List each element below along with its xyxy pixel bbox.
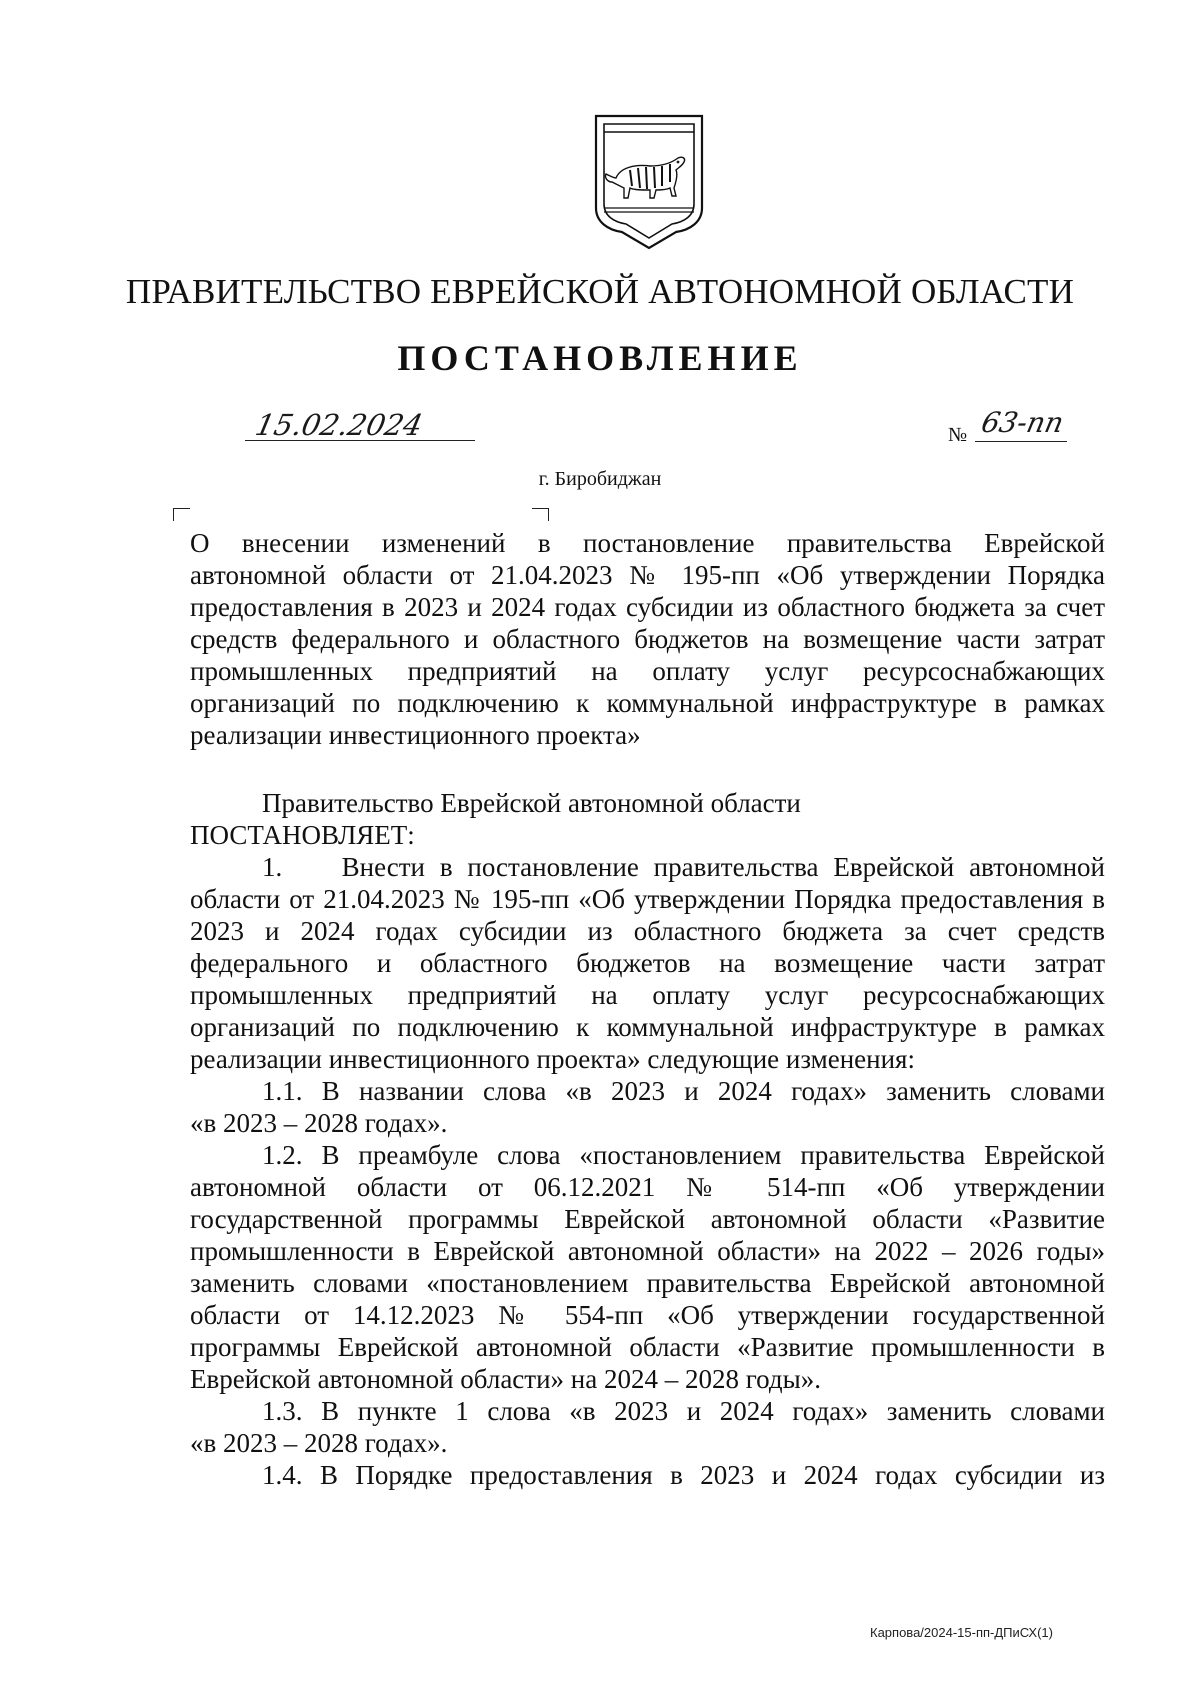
- tiger-icon: [605, 157, 684, 198]
- item-1-2-line: государственной программы Еврейской автономной области «Развитие: [190, 1204, 1105, 1234]
- title-line: О внесении изменений в постановление правительства Еврейской: [190, 528, 1105, 558]
- government-name: ПРАВИТЕЛЬСТВО ЕВРЕЙСКОЙ АВТОНОМНОЙ ОБЛАСТИ: [125, 272, 1075, 311]
- title-line: промышленных предприятий на оплату услуг ресурсоснабжающих: [190, 656, 1105, 686]
- title-line: средств федерального и областного бюджетов на возмещение части затрат: [190, 624, 1105, 654]
- coat-of-arms-emblem: [590, 112, 708, 250]
- item-1-line: промышленных предприятий на оплату услуг ресурсоснабжающих: [190, 980, 1105, 1010]
- title-line: реализации инвестиционного проекта»: [190, 720, 641, 750]
- item-1-2-line: автономной области от 06.12.2021 № 514-пп «Об утверждении: [190, 1172, 1105, 1202]
- item-1-2-line: промышленности в Еврейской автономной области» на 2022 – 2026 годы»: [190, 1236, 1105, 1266]
- preamble-line: Правительство Еврейской автономной области: [262, 788, 801, 818]
- item-1-2-line: Еврейской автономной области» на 2024 – 2028 годы».: [190, 1364, 821, 1394]
- item-1-line: области от 21.04.2023 № 195-пп «Об утверждении Порядка предоставления в: [190, 884, 1105, 914]
- handwritten-date: 15.02.2024: [252, 408, 426, 442]
- title-line: организаций по подключению к коммунальной инфраструктуре в рамках: [190, 688, 1105, 718]
- item-1-line: реализации инвестиционного проекта» следующие изменения:: [190, 1044, 915, 1074]
- number-underline: [975, 441, 1067, 442]
- item-1-2-line: программы Еврейской автономной области «Развитие промышленности в: [190, 1332, 1105, 1362]
- item-1-3-line: «в 2023 – 2028 годах».: [190, 1428, 448, 1458]
- document-type-title: ПОСТАНОВЛЕНИЕ: [397, 338, 803, 378]
- item-1-1-line: 1.1. В названии слова «в 2023 и 2024 годах» заменить словами: [262, 1076, 1105, 1106]
- item-1-line: федерального и областного бюджетов на возмещение части затрат: [190, 948, 1105, 978]
- resolves-keyword: ПОСТАНОВЛЯЕТ:: [190, 820, 415, 850]
- item-1-line: 2023 и 2024 годах субсидии из областного бюджета за счет средств: [190, 916, 1105, 946]
- title-line: автономной области от 21.04.2023 № 195-пп «Об утверждении Порядка: [190, 560, 1105, 590]
- item-1-2-line: области от 14.12.2023 № 554-пп «Об утверждении государственной: [190, 1300, 1105, 1330]
- title-corner-right: [532, 508, 549, 521]
- title-line: предоставления в 2023 и 2024 годах субсидии из областного бюджета за счет: [190, 592, 1105, 622]
- handwritten-number: 63-пп: [978, 406, 1067, 439]
- item-1-2-line: заменить словами «постановлением правительства Еврейской автономной: [190, 1268, 1105, 1298]
- item-1-line: организаций по подключению к коммунальной инфраструктуре в рамках: [190, 1012, 1105, 1042]
- title-corner-left: [173, 508, 190, 521]
- item-1-line: 1. Внести в постановление правительства Еврейской автономной: [262, 852, 1105, 882]
- document-title: [190, 527, 1105, 751]
- date-underline: [245, 440, 475, 441]
- city-name: г. Биробиджан: [538, 468, 662, 490]
- item-1-1-line: «в 2023 – 2028 годах».: [190, 1108, 448, 1138]
- document-footer-code: Карпова/2024-15-пп-ДПиСХ(1): [870, 1625, 1053, 1640]
- document-body: [190, 787, 1105, 1491]
- item-1-3-line: 1.3. В пункте 1 слова «в 2023 и 2024 годах» заменить словами: [262, 1396, 1105, 1426]
- item-1-4-line: 1.4. В Порядке предоставления в 2023 и 2024 годах субсидии из: [262, 1460, 1105, 1490]
- number-sign: №: [948, 424, 968, 446]
- item-1-2-line: 1.2. В преамбуле слова «постановлением правительства Еврейской: [262, 1140, 1105, 1170]
